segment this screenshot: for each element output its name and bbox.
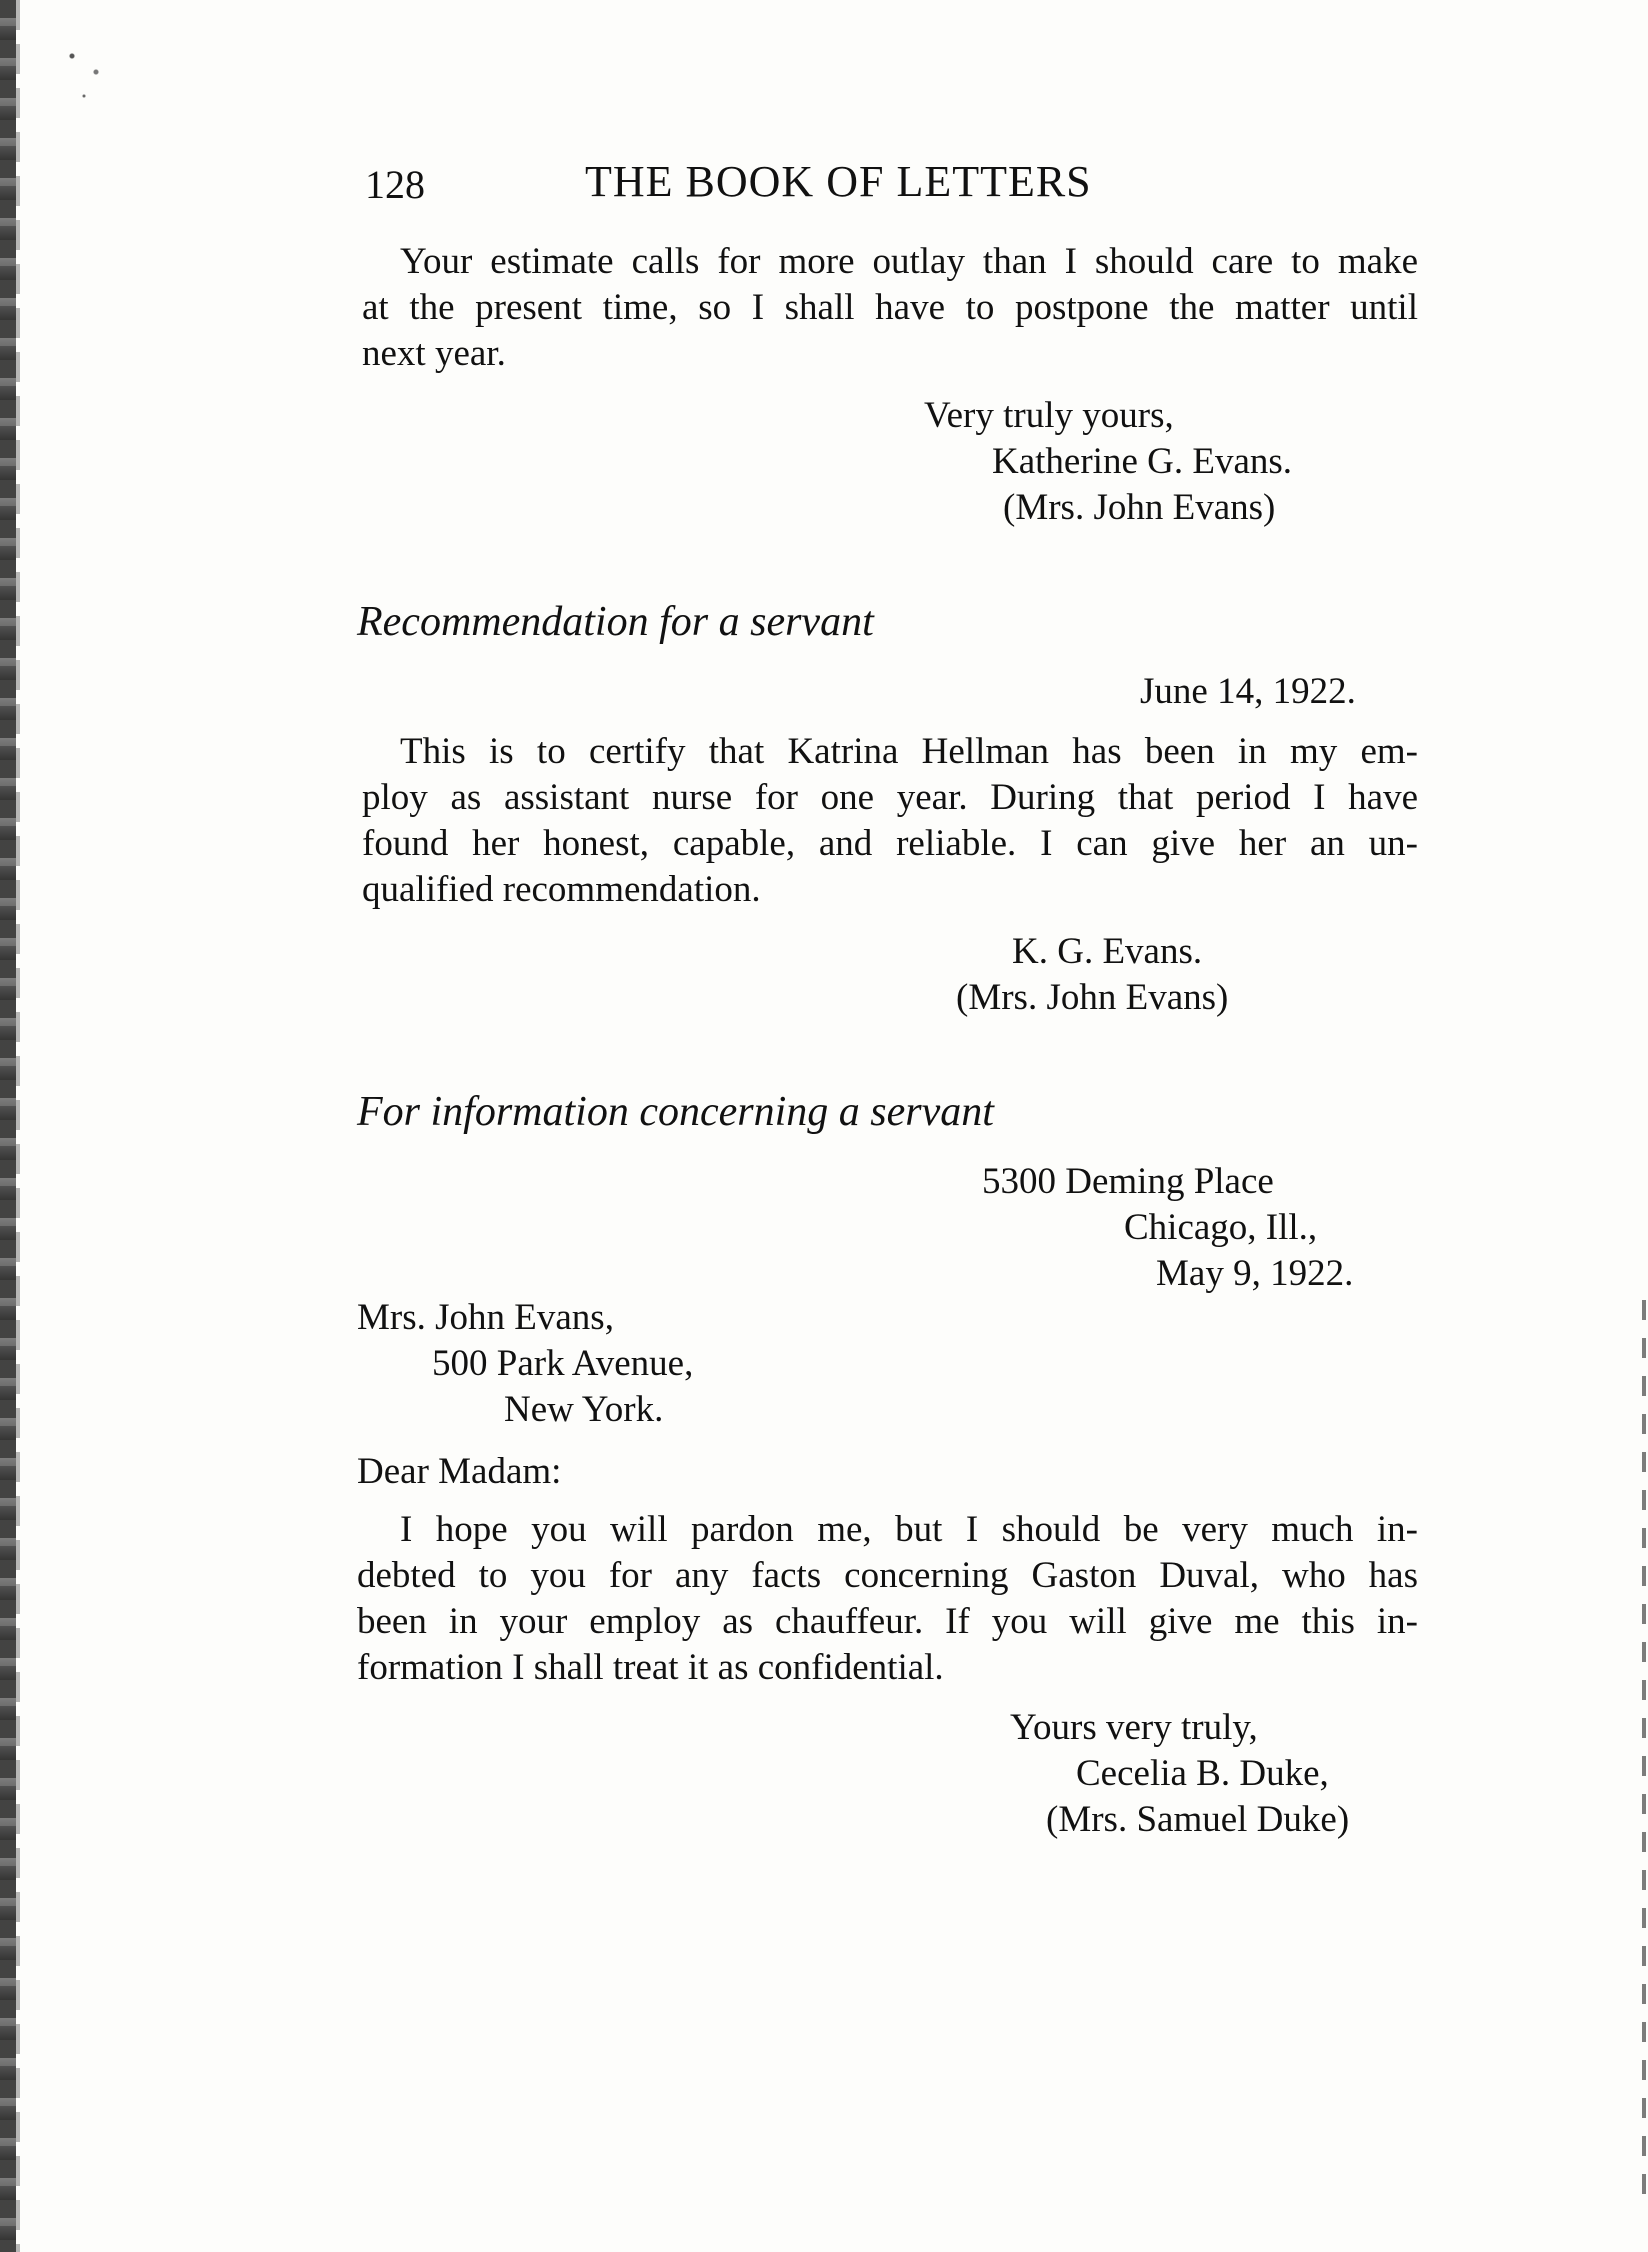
letter3-recipient-line-1: Mrs. John Evans,	[357, 1297, 614, 1338]
letter3-body-line-3: been in your employ as chauffeur. If you will give me this in-	[357, 1601, 1418, 1642]
letter3-sender-address-line-1: 5300 Deming Place	[982, 1161, 1274, 1202]
letter2-heading: Recommendation for a servant	[357, 599, 874, 645]
page-edge-right	[1642, 1300, 1646, 2200]
letter3-signature: Cecelia B. Duke,	[1076, 1753, 1329, 1794]
letter2-body-line-3: found her honest, capable, and reliable. I can give her an un-	[362, 823, 1418, 864]
letter1-body-line-1: Your estimate calls for more outlay than I should care to make	[400, 241, 1418, 282]
letter2-signature: K. G. Evans.	[1012, 931, 1203, 972]
page-edge-left	[0, 0, 16, 2252]
letter3-heading: For information concerning a servant	[357, 1089, 994, 1135]
letter2-body-line-2: ploy as assistant nurse for one year. During that period I have	[362, 777, 1418, 818]
letter3-signature-note: (Mrs. Samuel Duke)	[1046, 1799, 1350, 1840]
letter1-signature-note: (Mrs. John Evans)	[1003, 487, 1276, 528]
page-edge-left-shadow	[16, 0, 20, 2252]
letter2-body-line-1: This is to certify that Katrina Hellman has been in my em-	[400, 731, 1418, 772]
letter2-body-line-4: qualified recommendation.	[362, 869, 761, 910]
letter3-body-line-2: debted to you for any facts concerning Gaston Duval, who has	[357, 1555, 1418, 1596]
scan-specks	[60, 40, 120, 120]
letter2-signature-note: (Mrs. John Evans)	[956, 977, 1229, 1018]
letter3-recipient-line-3: New York.	[504, 1389, 664, 1430]
letter3-closing: Yours very truly,	[1010, 1707, 1258, 1748]
letter1-closing: Very truly yours,	[924, 395, 1174, 436]
letter1-body-line-2: at the present time, so I shall have to postpone the matter until	[362, 287, 1418, 328]
letter3-body-line-1: I hope you will pardon me, but I should be very much in-	[400, 1509, 1418, 1550]
letter3-sender-address-line-2: Chicago, Ill.,	[1124, 1207, 1318, 1248]
letter3-recipient-line-2: 500 Park Avenue,	[432, 1343, 694, 1384]
letter3-salutation: Dear Madam:	[357, 1451, 562, 1492]
page-number: 128	[365, 162, 425, 207]
letter3-body-line-4: formation I shall treat it as confidential.	[357, 1647, 944, 1688]
running-title: THE BOOK OF LETTERS	[585, 157, 1092, 206]
letter1-signature: Katherine G. Evans.	[992, 441, 1293, 482]
letter3-date: May 9, 1922.	[1156, 1253, 1354, 1294]
letter1-body-line-3: next year.	[362, 333, 506, 374]
letter2-date: June 14, 1922.	[1140, 671, 1356, 712]
